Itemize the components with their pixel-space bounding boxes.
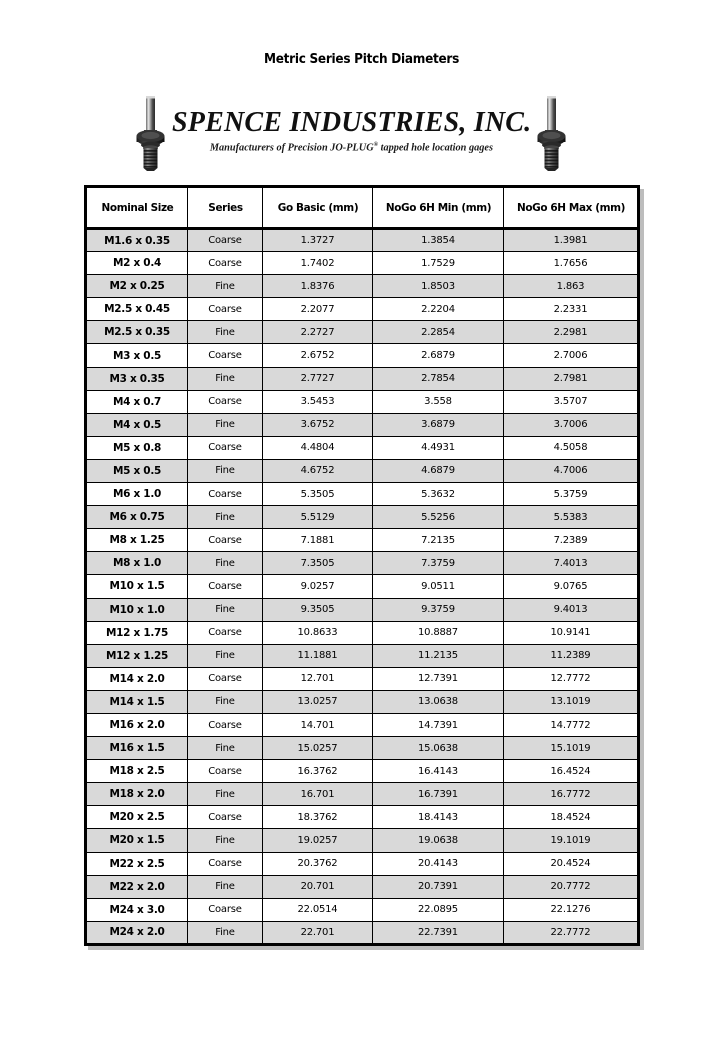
cell-2: 2.2077 — [263, 298, 373, 321]
cell-4: 22.1276 — [504, 898, 639, 921]
cell-2: 9.3505 — [263, 598, 373, 621]
cell-1: Coarse — [188, 806, 263, 829]
cell-1: Fine — [188, 783, 263, 806]
cell-2: 3.5453 — [263, 390, 373, 413]
column-header-4: NoGo 6H Max (mm) — [507, 187, 635, 229]
cell-0: M22 x 2.5 — [86, 852, 188, 875]
cell-3: 16.4143 — [373, 760, 504, 783]
table-row — [86, 298, 639, 321]
column-header-2: Go Basic (mm) — [265, 187, 370, 229]
cell-2: 13.0257 — [263, 690, 373, 713]
cell-2: 4.6752 — [263, 459, 373, 482]
table-row — [86, 575, 639, 598]
cell-3: 4.6879 — [373, 459, 504, 482]
table-row — [86, 252, 639, 275]
cell-1: Coarse — [188, 852, 263, 875]
column-header-1: Series — [189, 187, 260, 229]
cell-0: M10 x 1.0 — [86, 598, 188, 621]
cell-1: Coarse — [188, 898, 263, 921]
cell-3: 1.3854 — [373, 229, 504, 252]
cell-2: 7.1881 — [263, 529, 373, 552]
cell-2: 4.4804 — [263, 436, 373, 459]
cell-3: 7.3759 — [373, 552, 504, 575]
cell-0: M4 x 0.7 — [86, 390, 188, 413]
table-row — [86, 737, 639, 760]
cell-4: 15.1019 — [504, 737, 639, 760]
cell-0: M2 x 0.25 — [86, 275, 188, 298]
cell-1: Fine — [188, 367, 263, 390]
company-name: SPENCE INDUSTRIES, INC. — [172, 107, 532, 139]
cell-0: M12 x 1.75 — [86, 621, 188, 644]
table-row — [86, 898, 639, 921]
cell-4: 22.7772 — [504, 921, 639, 944]
table-header-row — [86, 187, 639, 229]
cell-1: Coarse — [188, 667, 263, 690]
cell-1: Coarse — [188, 713, 263, 736]
cell-3: 20.4143 — [373, 852, 504, 875]
cell-2: 1.8376 — [263, 275, 373, 298]
cell-0: M5 x 0.5 — [86, 459, 188, 482]
cell-1: Coarse — [188, 298, 263, 321]
cell-1: Coarse — [188, 575, 263, 598]
cell-2: 22.701 — [263, 921, 373, 944]
cell-0: M12 x 1.25 — [86, 644, 188, 667]
table-row — [86, 621, 639, 644]
cell-3: 3.6879 — [373, 413, 504, 436]
cell-0: M20 x 1.5 — [86, 829, 188, 852]
cell-1: Coarse — [188, 621, 263, 644]
cell-0: M16 x 2.0 — [86, 713, 188, 736]
table-row — [86, 552, 639, 575]
cell-0: M6 x 1.0 — [86, 483, 188, 506]
table-row — [86, 321, 639, 344]
cell-2: 12.701 — [263, 667, 373, 690]
cell-2: 2.2727 — [263, 321, 373, 344]
cell-1: Fine — [188, 737, 263, 760]
cell-4: 16.7772 — [504, 783, 639, 806]
cell-0: M14 x 1.5 — [86, 690, 188, 713]
cell-3: 7.2135 — [373, 529, 504, 552]
cell-4: 1.863 — [504, 275, 639, 298]
cell-1: Coarse — [188, 344, 263, 367]
cell-3: 15.0638 — [373, 737, 504, 760]
cell-3: 4.4931 — [373, 436, 504, 459]
cell-2: 18.3762 — [263, 806, 373, 829]
cell-3: 9.3759 — [373, 598, 504, 621]
cell-3: 14.7391 — [373, 713, 504, 736]
cell-4: 1.3981 — [504, 229, 639, 252]
cell-3: 12.7391 — [373, 667, 504, 690]
cell-0: M2.5 x 0.45 — [86, 298, 188, 321]
cell-1: Coarse — [188, 483, 263, 506]
jo-plug-gage-icon-left — [130, 94, 172, 172]
cell-4: 2.7981 — [504, 367, 639, 390]
cell-2: 7.3505 — [263, 552, 373, 575]
table-row — [86, 275, 639, 298]
table-body — [86, 229, 639, 945]
company-logo — [130, 92, 560, 174]
cell-1: Coarse — [188, 252, 263, 275]
cell-3: 1.7529 — [373, 252, 504, 275]
cell-3: 9.0511 — [373, 575, 504, 598]
cell-2: 22.0514 — [263, 898, 373, 921]
cell-2: 5.5129 — [263, 506, 373, 529]
cell-3: 2.2854 — [373, 321, 504, 344]
cell-1: Fine — [188, 321, 263, 344]
cell-0: M24 x 3.0 — [86, 898, 188, 921]
cell-3: 13.0638 — [373, 690, 504, 713]
cell-2: 15.0257 — [263, 737, 373, 760]
table-row — [86, 367, 639, 390]
cell-2: 2.6752 — [263, 344, 373, 367]
cell-1: Coarse — [188, 760, 263, 783]
cell-0: M4 x 0.5 — [86, 413, 188, 436]
cell-0: M24 x 2.0 — [86, 921, 188, 944]
cell-4: 10.9141 — [504, 621, 639, 644]
cell-4: 1.7656 — [504, 252, 639, 275]
cell-0: M1.6 x 0.35 — [86, 229, 188, 252]
cell-0: M10 x 1.5 — [86, 575, 188, 598]
table-row — [86, 690, 639, 713]
cell-2: 16.3762 — [263, 760, 373, 783]
table-row — [86, 921, 639, 944]
table-row — [86, 829, 639, 852]
cell-0: M2.5 x 0.35 — [86, 321, 188, 344]
cell-2: 11.1881 — [263, 644, 373, 667]
cell-3: 2.7854 — [373, 367, 504, 390]
cell-2: 14.701 — [263, 713, 373, 736]
cell-4: 12.7772 — [504, 667, 639, 690]
cell-1: Coarse — [188, 390, 263, 413]
table-row — [86, 667, 639, 690]
cell-4: 16.4524 — [504, 760, 639, 783]
cell-4: 11.2389 — [504, 644, 639, 667]
cell-2: 5.3505 — [263, 483, 373, 506]
cell-3: 10.8887 — [373, 621, 504, 644]
cell-4: 9.0765 — [504, 575, 639, 598]
pitch-diameter-table — [84, 185, 640, 946]
table-row — [86, 459, 639, 482]
cell-1: Fine — [188, 690, 263, 713]
cell-2: 1.3727 — [263, 229, 373, 252]
cell-3: 16.7391 — [373, 783, 504, 806]
page-title: Metric Series Pitch Diameters — [263, 52, 460, 67]
table-row — [86, 529, 639, 552]
table-row — [86, 344, 639, 367]
registered-mark-icon: ® — [373, 142, 379, 149]
cell-2: 20.701 — [263, 875, 373, 898]
cell-4: 7.4013 — [504, 552, 639, 575]
cell-3: 5.3632 — [373, 483, 504, 506]
cell-3: 19.0638 — [373, 829, 504, 852]
cell-2: 19.0257 — [263, 829, 373, 852]
table-header — [86, 187, 639, 229]
cell-1: Fine — [188, 598, 263, 621]
column-header-0: Nominal Size — [88, 187, 185, 229]
table-row — [86, 506, 639, 529]
table-row — [86, 713, 639, 736]
cell-4: 2.7006 — [504, 344, 639, 367]
cell-0: M8 x 1.0 — [86, 552, 188, 575]
cell-0: M6 x 0.75 — [86, 506, 188, 529]
cell-3: 1.8503 — [373, 275, 504, 298]
cell-4: 18.4524 — [504, 806, 639, 829]
column-header-3: NoGo 6H Min (mm) — [376, 187, 500, 229]
cell-3: 5.5256 — [373, 506, 504, 529]
cell-4: 19.1019 — [504, 829, 639, 852]
cell-2: 20.3762 — [263, 852, 373, 875]
cell-4: 9.4013 — [504, 598, 639, 621]
cell-1: Coarse — [188, 229, 263, 252]
cell-3: 18.4143 — [373, 806, 504, 829]
cell-1: Fine — [188, 459, 263, 482]
cell-3: 3.558 — [373, 390, 504, 413]
table-row — [86, 436, 639, 459]
cell-1: Fine — [188, 506, 263, 529]
cell-4: 5.5383 — [504, 506, 639, 529]
cell-1: Coarse — [188, 436, 263, 459]
cell-0: M3 x 0.5 — [86, 344, 188, 367]
cell-0: M3 x 0.35 — [86, 367, 188, 390]
cell-3: 22.0895 — [373, 898, 504, 921]
cell-2: 2.7727 — [263, 367, 373, 390]
pitch-diameter-table-container — [84, 185, 637, 946]
cell-0: M16 x 1.5 — [86, 737, 188, 760]
cell-4: 4.5058 — [504, 436, 639, 459]
cell-0: M22 x 2.0 — [86, 875, 188, 898]
cell-1: Coarse — [188, 529, 263, 552]
cell-0: M5 x 0.8 — [86, 436, 188, 459]
cell-3: 2.2204 — [373, 298, 504, 321]
cell-3: 20.7391 — [373, 875, 504, 898]
logo-text-block — [172, 108, 531, 158]
cell-3: 11.2135 — [373, 644, 504, 667]
table-row — [86, 483, 639, 506]
cell-2: 3.6752 — [263, 413, 373, 436]
cell-0: M20 x 2.5 — [86, 806, 188, 829]
cell-3: 22.7391 — [373, 921, 504, 944]
table-row — [86, 644, 639, 667]
cell-1: Fine — [188, 921, 263, 944]
cell-1: Fine — [188, 552, 263, 575]
table-row — [86, 783, 639, 806]
cell-0: M18 x 2.5 — [86, 760, 188, 783]
cell-1: Fine — [188, 413, 263, 436]
company-tagline — [210, 142, 493, 154]
cell-4: 14.7772 — [504, 713, 639, 736]
table-row — [86, 852, 639, 875]
cell-4: 7.2389 — [504, 529, 639, 552]
table-row — [86, 806, 639, 829]
cell-2: 1.7402 — [263, 252, 373, 275]
cell-1: Fine — [188, 644, 263, 667]
tagline-after: tapped hole location gages — [378, 142, 494, 154]
cell-2: 10.8633 — [263, 621, 373, 644]
cell-0: M14 x 2.0 — [86, 667, 188, 690]
table-row — [86, 760, 639, 783]
cell-4: 4.7006 — [504, 459, 639, 482]
cell-4: 3.5707 — [504, 390, 639, 413]
cell-0: M8 x 1.25 — [86, 529, 188, 552]
cell-1: Fine — [188, 275, 263, 298]
cell-4: 20.7772 — [504, 875, 639, 898]
table-row — [86, 598, 639, 621]
cell-0: M18 x 2.0 — [86, 783, 188, 806]
cell-1: Fine — [188, 829, 263, 852]
cell-4: 20.4524 — [504, 852, 639, 875]
table-row — [86, 390, 639, 413]
cell-4: 2.2981 — [504, 321, 639, 344]
cell-4: 5.3759 — [504, 483, 639, 506]
cell-2: 9.0257 — [263, 575, 373, 598]
table-row — [86, 229, 639, 252]
table-row — [86, 413, 639, 436]
cell-4: 2.2331 — [504, 298, 639, 321]
table-row — [86, 875, 639, 898]
cell-4: 13.1019 — [504, 690, 639, 713]
cell-3: 2.6879 — [373, 344, 504, 367]
cell-4: 3.7006 — [504, 413, 639, 436]
jo-plug-gage-icon-right — [531, 94, 573, 172]
tagline-before: Manufacturers of Precision JO-PLUG — [210, 142, 374, 154]
cell-1: Fine — [188, 875, 263, 898]
cell-0: M2 x 0.4 — [86, 252, 188, 275]
cell-2: 16.701 — [263, 783, 373, 806]
